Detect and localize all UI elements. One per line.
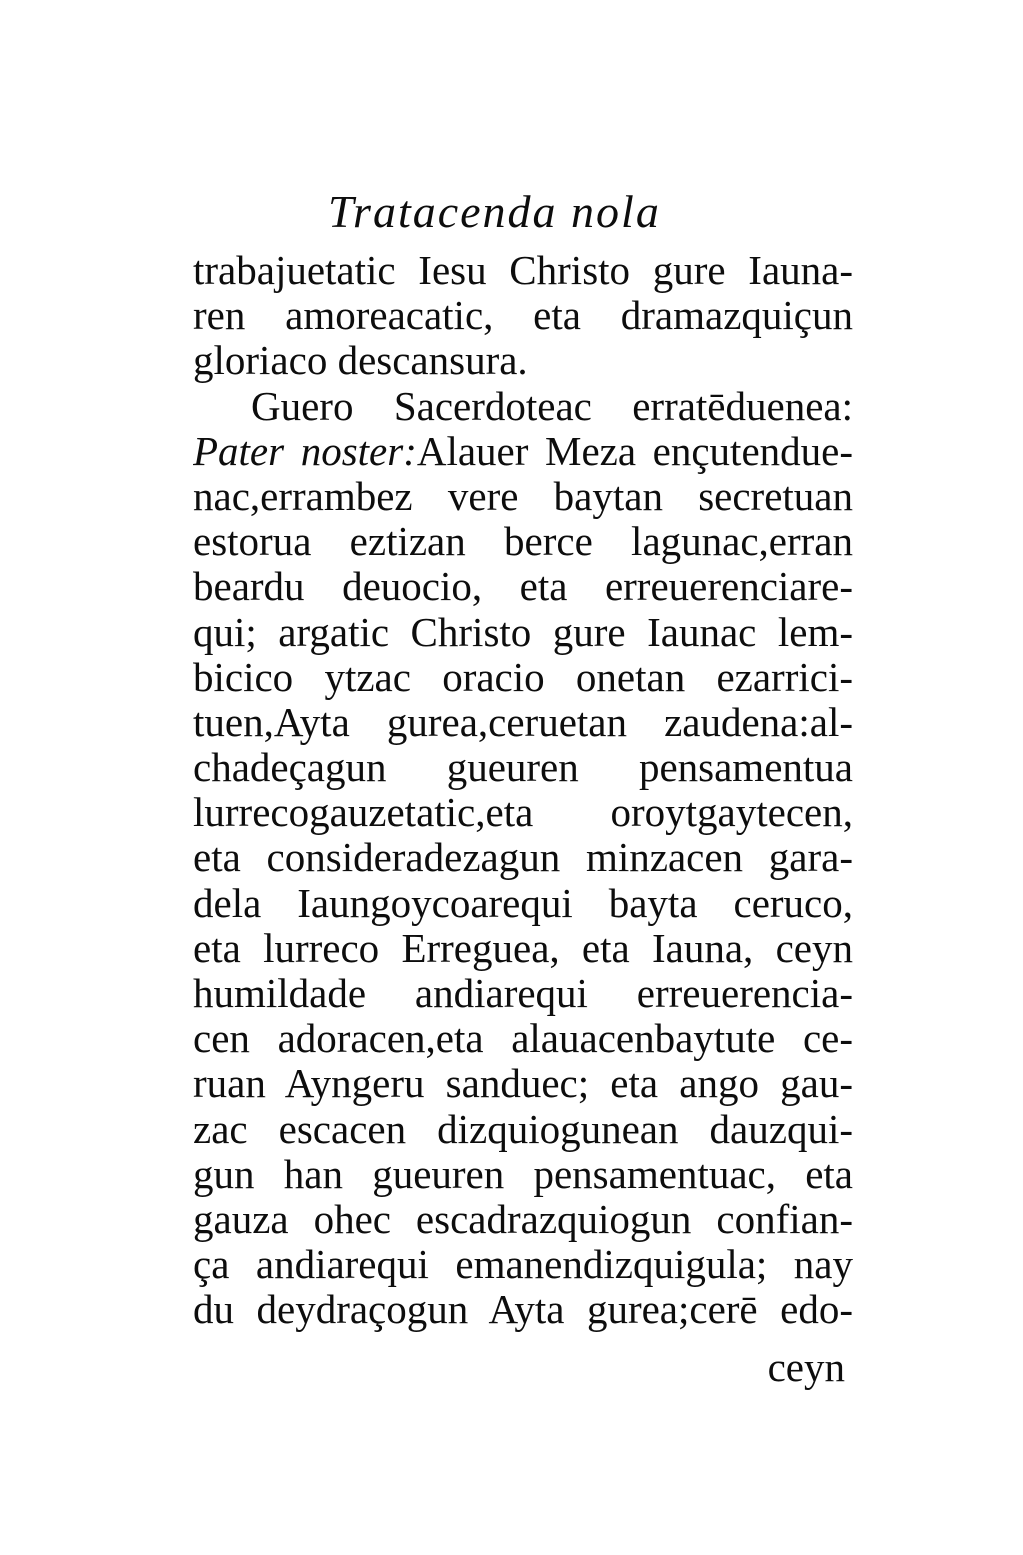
text-line: du deydraçogun Ayta gurea;cerē edo- xyxy=(193,1287,853,1333)
latin-phrase: Pater noster: xyxy=(193,428,417,474)
text-line: eta lurreco Erreguea, eta Iauna, ceyn xyxy=(193,925,853,971)
text-line: gauza ohec escadrazquiogun confian- xyxy=(193,1196,853,1242)
text-line: bicico ytzac oracio onetan ezarrici- xyxy=(193,654,853,700)
text-line: chadeçagun gueuren pensamentua xyxy=(193,745,853,791)
text-line: humildade andiarequi erreuerencia- xyxy=(193,971,853,1016)
catchword: ceyn xyxy=(767,1344,845,1390)
running-head: Tratacenda nola xyxy=(328,186,661,237)
text-line: eta consideradezagun minzacen gara- xyxy=(193,835,853,881)
text-line: estorua eztizan berce lagunac,erran xyxy=(193,519,853,565)
text-line: trabajuetatic Iesu Christo gure Iauna- xyxy=(193,248,853,293)
text-line: beardu deuocio, eta erreuerenciare- xyxy=(193,564,853,610)
text-line: gun han gueuren pensamentuac, eta xyxy=(193,1151,853,1197)
text-line: tuen,Ayta gurea,ceruetan zaudena:al- xyxy=(193,699,853,745)
text-line: gloriaco descansura. xyxy=(193,338,528,384)
text-line: nac,errambez vere baytan secretuan xyxy=(193,473,853,519)
text-line: ren amoreacatic, eta dramazquiçun xyxy=(193,293,853,339)
text-line: zac escacen dizquiogunean dauzqui- xyxy=(193,1106,853,1152)
text-line: cen adoracen,eta alauacenbaytute ce- xyxy=(193,1016,853,1062)
text-line xyxy=(193,429,853,474)
text-line: Guero Sacerdoteac erratēduenea: xyxy=(251,383,853,429)
text-line-rest: Alauer Meza ençutendue- xyxy=(416,428,853,474)
text-line: dela Iaungoycoarequi bayta ceruco, xyxy=(193,880,853,926)
text-line: qui; argatic Christo gure Iaunac lem- xyxy=(193,609,853,655)
body-text xyxy=(193,248,853,1333)
text-line: ruan Ayngeru sanduec; eta ango gau- xyxy=(193,1061,853,1107)
text-line: lurrecogauzetatic,eta oroytgaytecen, xyxy=(193,790,853,836)
text-line: ça andiarequi emanendizquigula; nay xyxy=(193,1242,853,1288)
